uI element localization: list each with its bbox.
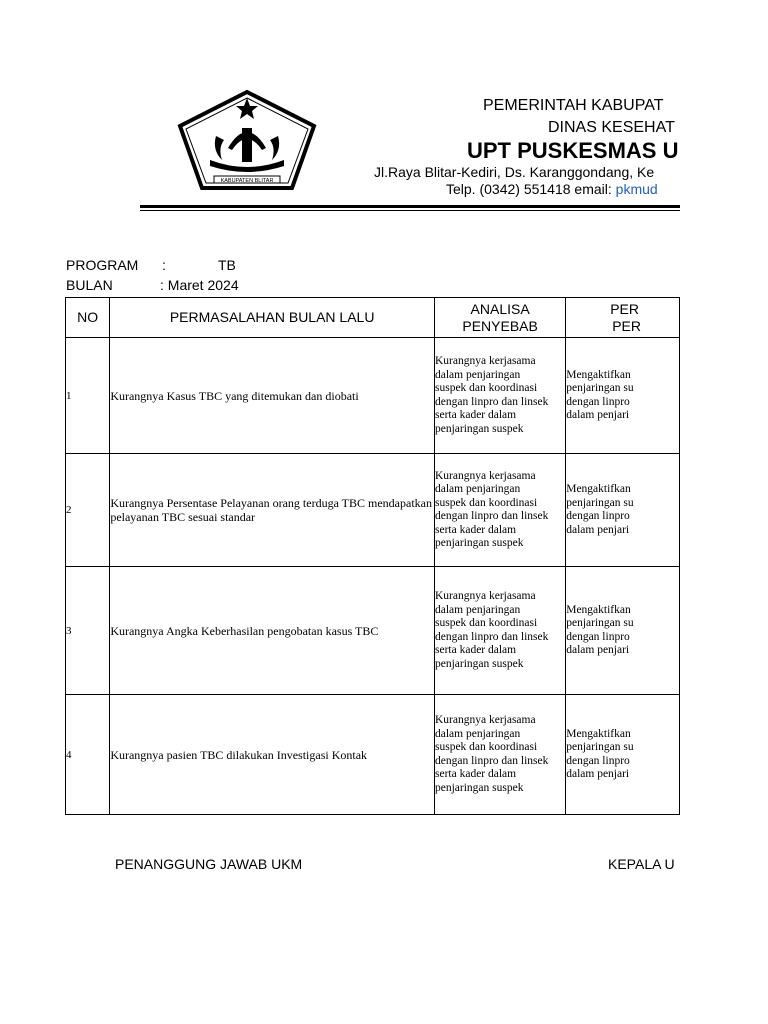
svg-text:KABUPATEN BLITAR: KABUPATEN BLITAR xyxy=(220,178,274,184)
header-action: PER PER xyxy=(566,298,680,338)
email-link[interactable]: pkmud xyxy=(615,181,658,197)
row-action: Mengaktifkan penjaringan su dengan linpro dalam penjari xyxy=(566,338,680,454)
table-row xyxy=(66,338,680,454)
bulan-value: : Maret 2024 xyxy=(160,277,239,293)
footer-head: KEPALA U xyxy=(608,856,675,872)
header-divider-thick xyxy=(140,205,680,208)
table-row xyxy=(66,695,680,815)
footer-responsible: PENANGGUNG JAWAB UKM xyxy=(115,856,303,872)
header-upt-title: UPT PUSKESMAS U xyxy=(467,138,679,163)
row-number: 2 xyxy=(66,454,110,567)
row-action: Mengaktifkan penjaringan su dengan linpro dalam penjari xyxy=(566,695,680,815)
program-colon: : xyxy=(162,257,166,273)
row-number: 1 xyxy=(66,338,110,454)
row-problem: Kurangnya Kasus TBC yang ditemukan dan diobati xyxy=(110,338,435,454)
header-dinas: DINAS KESEHAT xyxy=(548,119,675,136)
header-no: NO xyxy=(66,298,110,338)
bulan-label: BULAN xyxy=(66,277,113,293)
row-cause: Kurangnya kerjasama dalam penjaringan suspek dan koordinasi dengan linpro dan linsek serta kader dalam penjaringan suspek xyxy=(435,454,566,567)
row-problem: Kurangnya Persentase Pelayanan orang terduga TBC mendapatkan pelayanan TBC sesuai standar xyxy=(110,454,435,567)
program-value: TB xyxy=(218,257,236,273)
phone-text: Telp. (0342) 551418 email: xyxy=(446,181,616,197)
row-problem: Kurangnya pasien TBC dilakukan Investigasi Kontak xyxy=(110,695,435,815)
table-header-row xyxy=(66,298,680,338)
header-address: Jl.Raya Blitar-Kediri, Ds. Karanggondang, Ke xyxy=(374,164,655,180)
row-number: 4 xyxy=(66,695,110,815)
table-row xyxy=(66,567,680,695)
row-problem: Kurangnya Angka Keberhasilan pengobatan kasus TBC xyxy=(110,567,435,695)
row-action: Mengaktifkan penjaringan su dengan linpro dalam penjari xyxy=(566,454,680,567)
row-cause: Kurangnya kerjasama dalam penjaringan suspek dan koordinasi dengan linpro dan linsek serta kader dalam penjaringan suspek xyxy=(435,695,566,815)
header-cause: ANALISA PENYEBAB xyxy=(435,298,566,338)
evaluation-table xyxy=(65,297,680,815)
header-problem: PERMASALAHAN BULAN LALU xyxy=(110,298,435,338)
header-divider-thin xyxy=(140,210,680,211)
kabupaten-blitar-logo xyxy=(176,88,318,192)
row-cause: Kurangnya kerjasama dalam penjaringan suspek dan koordinasi dengan linpro dan linsek serta kader dalam penjaringan suspek xyxy=(435,567,566,695)
row-number: 3 xyxy=(66,567,110,695)
header-contact xyxy=(446,181,658,197)
program-label: PROGRAM xyxy=(66,257,139,273)
header-government: PEMERINTAH KABUPAT xyxy=(483,97,664,114)
table-row xyxy=(66,454,680,567)
row-action: Mengaktifkan penjaringan su dengan linpro dalam penjari xyxy=(566,567,680,695)
row-cause: Kurangnya kerjasama dalam penjaringan suspek dan koordinasi dengan linpro dan linsek serta kader dalam penjaringan suspek xyxy=(435,338,566,454)
